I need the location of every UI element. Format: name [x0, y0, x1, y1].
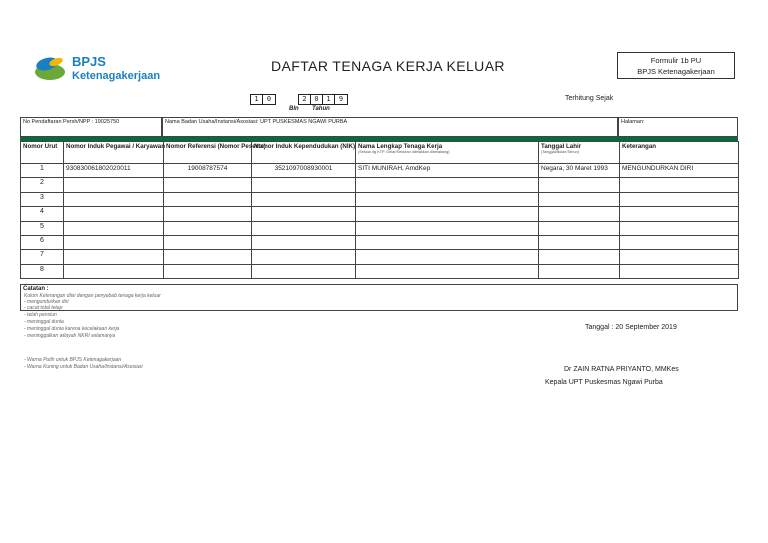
cell-nip: [64, 250, 164, 264]
header-tanggal-lahir-note: (Tanggal/Bulan/Tahun): [541, 150, 579, 154]
cell-nomor-urut: 1: [21, 164, 64, 178]
signer-name: Dr ZAIN RATNA PRIYANTO, MMKes: [564, 366, 679, 373]
cell-tanggal-lahir: Negara, 30 Maret 1993: [539, 164, 620, 178]
terhitung-sejak-label: Terhitung Sejak: [565, 95, 614, 102]
cell-nama: [356, 207, 539, 221]
cell-nama: [356, 192, 539, 206]
signature-date: Tanggal : 20 September 2019: [585, 324, 677, 331]
cell-tanggal-lahir: [539, 192, 620, 206]
signer-position: Kepala UPT Puskesmas Ngawi Purba: [545, 379, 663, 386]
cell-nik: [252, 207, 356, 221]
bpjs-logo-icon: [34, 54, 68, 82]
bpjs-logo: [34, 52, 184, 86]
year-box: [298, 94, 348, 105]
cell-nik: [252, 192, 356, 206]
catatan-line: Kolom Keterangan diisi dengan penyebab tenaga kerja keluar: [24, 293, 161, 299]
alasan-line: - telah pensiun: [24, 312, 57, 318]
header-keterangan: Keterangan: [620, 142, 739, 164]
cell-keterangan: MENGUNDURKAN DIRI: [620, 164, 739, 178]
cell-keterangan: [620, 207, 739, 221]
header-nama-note: (Sesuai dg KTP. Gelar/Sebutan diletakkan dibelakang): [358, 150, 450, 154]
cell-nomor-urut: 3: [21, 192, 64, 206]
cell-tanggal-lahir: [539, 221, 620, 235]
year-digit: 2: [299, 95, 311, 104]
cell-nomor-referensi: [164, 192, 252, 206]
month-box: [250, 94, 276, 105]
cell-nomor-referensi: [164, 178, 252, 192]
cell-nama: [356, 250, 539, 264]
cell-nik: [252, 178, 356, 192]
table-row: [21, 178, 739, 192]
badan-usaha-field: Nama Badan Usaha/Instansi/Asosiasi: UPT PUSKESMAS NGAWI PURBA: [162, 117, 618, 137]
month-label: Bln: [289, 106, 299, 112]
cell-nik: [252, 235, 356, 249]
cell-nomor-referensi: [164, 221, 252, 235]
catatan-line: - mengundurkan diri: [24, 299, 69, 305]
cell-tanggal-lahir: [539, 178, 620, 192]
cell-nama: [356, 235, 539, 249]
cell-nomor-urut: 7: [21, 250, 64, 264]
cell-keterangan: [620, 235, 739, 249]
lembar-line: - Warna Kuning untuk Badan Usaha/Instansi/Asosiasi: [24, 364, 143, 370]
cell-nip: [64, 178, 164, 192]
cell-tanggal-lahir: [539, 250, 620, 264]
table-row: [21, 221, 739, 235]
form-code-box: [617, 52, 735, 79]
cell-nama: [356, 221, 539, 235]
table-header-row: [21, 142, 739, 164]
alasan-line: - meninggal dunia karena kecelakaan kerja: [24, 326, 120, 332]
year-digit: 0: [311, 95, 323, 104]
header-nik: Nomor Induk Kependudukan (NIK): [252, 142, 356, 164]
cell-nomor-urut: 5: [21, 221, 64, 235]
header-nama: Nama Lengkap Tenaga Kerja (Sesuai dg KTP. Gelar/Sebutan diletakkan dibelakang): [356, 142, 539, 164]
cell-nik: [252, 250, 356, 264]
year-digit: 9: [338, 95, 344, 103]
cell-nomor-urut: 4: [21, 207, 64, 221]
document-title: DAFTAR TENAGA KERJA KELUAR: [271, 58, 505, 74]
cell-tanggal-lahir: [539, 235, 620, 249]
cell-nomor-urut: 8: [21, 264, 64, 278]
cell-nip: [64, 264, 164, 278]
catatan-line: - cacat total tetap: [24, 305, 63, 311]
cell-keterangan: [620, 178, 739, 192]
month-digit: 0: [266, 95, 272, 103]
cell-nomor-referensi: 19008787574: [164, 164, 252, 178]
table-row: [21, 235, 739, 249]
cell-nomor-referensi: [164, 235, 252, 249]
cell-nip: 930830061802020011: [64, 164, 164, 178]
cell-nomor-urut: 6: [21, 235, 64, 249]
cell-nomor-referensi: [164, 264, 252, 278]
halaman-field: Halaman:: [618, 117, 738, 137]
cell-nip: [64, 207, 164, 221]
table-row: [21, 192, 739, 206]
form-code-line1: Formulir 1b PU: [650, 56, 702, 65]
cell-nip: [64, 192, 164, 206]
cell-nomor-urut: 2: [21, 178, 64, 192]
tenaga-kerja-table: [20, 141, 739, 279]
table-row: [21, 264, 739, 278]
cell-nama: [356, 264, 539, 278]
header-nomor-urut: Nomor Urut: [21, 142, 64, 164]
table-row: [21, 250, 739, 264]
alasan-line: - meninggalkan wilayah NKRI selamanya: [24, 333, 116, 339]
cell-nip: [64, 221, 164, 235]
cell-nik: 3521097008930001: [252, 164, 356, 178]
header-nip: Nomor Induk Pegawai / Karyawan: [64, 142, 164, 164]
logo-subtitle: Ketenagakerjaan: [72, 70, 161, 82]
logo-title: BPJS: [72, 54, 106, 69]
cell-tanggal-lahir: [539, 264, 620, 278]
catatan-box: [20, 284, 738, 311]
cell-nip: [64, 235, 164, 249]
cell-tanggal-lahir: [539, 207, 620, 221]
cell-nik: [252, 264, 356, 278]
header-nomor-referensi: Nomor Referensi (Nomor Peserta): [164, 142, 252, 164]
cell-keterangan: [620, 221, 739, 235]
npp-field: No Pendaftaran Persh/NPP : 19025750: [20, 117, 162, 137]
table-row: [21, 207, 739, 221]
year-label: Tahun: [312, 106, 330, 112]
cell-nik: [252, 221, 356, 235]
table-row: [21, 164, 739, 178]
lembar-line: - Warna Putih untuk BPJS Ketenagakerjaan: [24, 357, 122, 363]
header-tanggal-lahir: Tanggal Lahir (Tanggal/Bulan/Tahun): [539, 142, 620, 164]
year-digit: 1: [323, 95, 335, 104]
alasan-line: - meninggal dunia: [24, 319, 64, 325]
cell-keterangan: [620, 264, 739, 278]
cell-nomor-referensi: [164, 250, 252, 264]
cell-nama: SITI MUNIRAH, AmdKep: [356, 164, 539, 178]
cell-nama: [356, 178, 539, 192]
cell-keterangan: [620, 250, 739, 264]
cell-keterangan: [620, 192, 739, 206]
catatan-title: Catatan :: [23, 286, 49, 292]
month-digit: 1: [251, 95, 263, 104]
form-code-line2: BPJS Ketenagakerjaan: [637, 67, 715, 76]
cell-nomor-referensi: [164, 207, 252, 221]
